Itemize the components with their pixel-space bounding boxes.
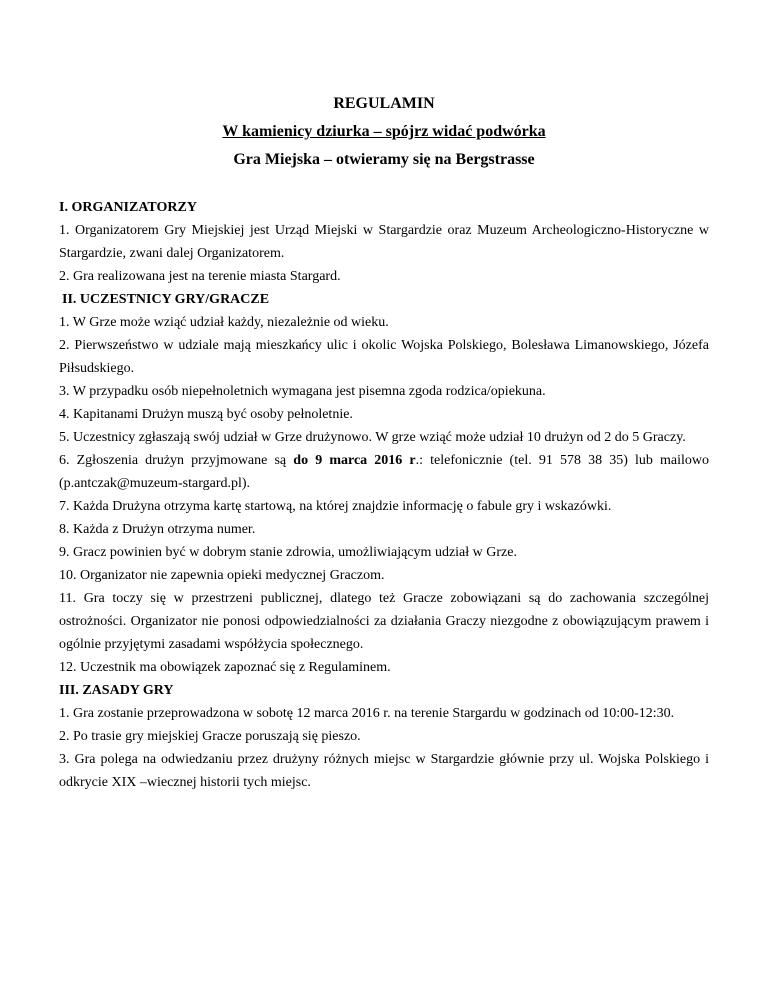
paragraph: 3. W przypadku osób niepełnoletnich wymagana jest pisemna zgoda rodzica/opiekuna. — [59, 384, 546, 399]
paragraph: 1. Organizatorem Gry Miejskiej jest Urząd Miejski w Stargardzie oraz Muzeum Archeologiczno-Historyczne w Stargardzie, zwani dalej Organizatorem. — [59, 223, 709, 261]
game-title: Gra Miejska – otwieramy się na Bergstrasse — [233, 151, 535, 168]
registration-text-after: .: telefonicznie (tel. 91 578 38 35) lub mailowo (p.antczak@muzeum-stargard.pl). — [59, 453, 709, 491]
registration-text-before: 6. Zgłoszenia drużyn przyjmowane są — [59, 453, 294, 468]
paragraph: 2. Pierwszeństwo w udziale mają mieszkańcy ulic i okolic Wojska Polskiego, Bolesława Limanowskiego, Józefa Piłsudskiego. — [59, 338, 709, 376]
paragraph-registration — [59, 449, 709, 495]
paragraph: 12. Uczestnik ma obowiązek zapoznać się z Regulaminem. — [59, 660, 391, 675]
paragraph: 8. Każda z Drużyn otrzyma numer. — [59, 522, 256, 537]
paragraph: 10. Organizator nie zapewnia opieki medycznej Graczom. — [59, 568, 385, 583]
paragraph: 2. Gra realizowana jest na terenie miasta Stargard. — [59, 269, 341, 284]
document-page — [59, 94, 709, 794]
document-title: REGULAMIN — [333, 95, 435, 112]
paragraph: 5. Uczestnicy zgłaszają swój udział w Grze drużynowo. W grze wziąć może udział 10 drużyn od 2 do 5 Graczy. — [59, 430, 686, 445]
paragraph: 1. W Grze może wziąć udział każdy, niezależnie od wieku. — [59, 315, 389, 330]
paragraph: 3. Gra polega na odwiedzaniu przez drużyny różnych miejsc w Stargardzie głównie przy ul. Wojska Polskiego i odkrycie XIX –wiecznej historii tych miejsc. — [59, 752, 709, 790]
section-heading-organizers: I. ORGANIZATORZY — [59, 200, 197, 215]
section-heading-rules: III. ZASADY GRY — [59, 683, 174, 698]
paragraph: 1. Gra zostanie przeprowadzona w sobotę 12 marca 2016 r. na terenie Stargardu w godzinach od 10:00-12:30. — [59, 706, 675, 721]
paragraph: 2. Po trasie gry miejskiej Gracze poruszają się pieszo. — [59, 729, 361, 744]
paragraph: 9. Gracz powinien być w dobrym stanie zdrowia, umożliwiającym udział w Grze. — [59, 545, 517, 560]
paragraph: 4. Kapitanami Drużyn muszą być osoby pełnoletnie. — [59, 407, 353, 422]
registration-deadline: do 9 marca 2016 r — [293, 453, 416, 468]
document-subtitle: W kamienicy dziurka – spójrz widać podwórka — [222, 123, 546, 140]
paragraph: 11. Gra toczy się w przestrzeni publicznej, dlatego też Gracze zobowiązani są do zachowania szczególnej ostrożności. Organizator nie ponosi odpowiedzialności za działania Graczy niezgodne z obowiązującym prawem i ogólnie przyjętymi zasadami współżycia społecznego. — [59, 591, 709, 652]
section-heading-participants: II. UCZESTNICY GRY/GRACZE — [62, 292, 270, 307]
paragraph: 7. Każda Drużyna otrzyma kartę startową, na której znajdzie informację o fabule gry i wskazówki. — [59, 499, 612, 514]
